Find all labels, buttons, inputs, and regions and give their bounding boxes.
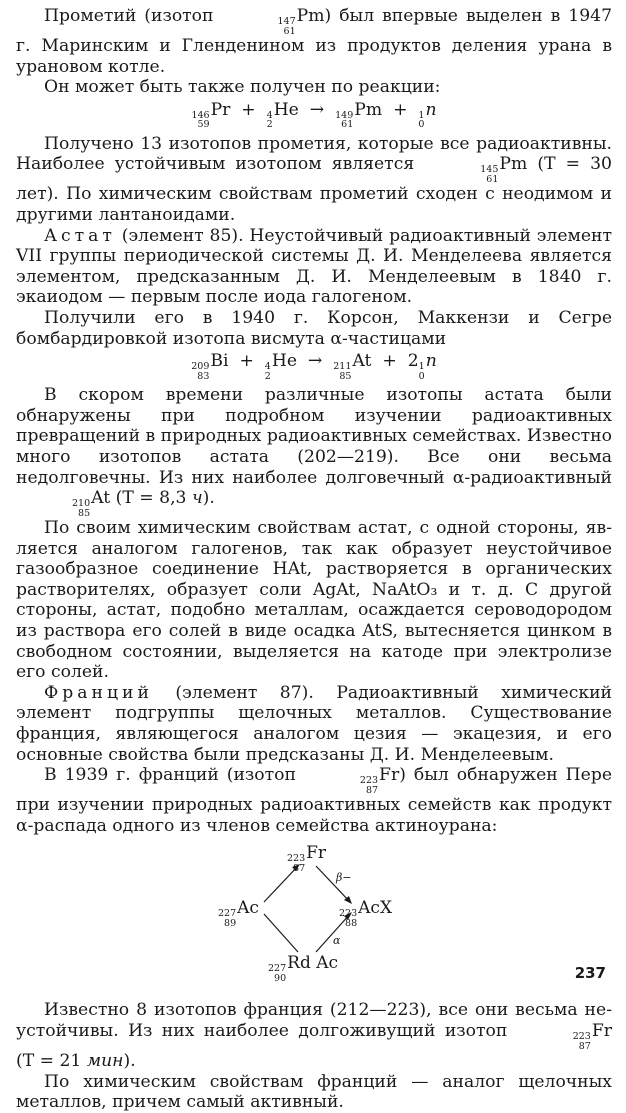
nuclide-fr223: 223 87 Fr [359,765,400,796]
paragraph-francium-properties: По химическим свойствам франций — аналог щелочных металлов, причем самый активный. [16,1071,612,1113]
decay-diagram [16,844,612,994]
paragraph-promethium-isotopes: Получено 13 изотопов прометия, которые все радиоактивны. Наиболее устойчивым изотопом является 145 61 Pm (T = 30 лет). По химическим свойствам прометий сходен с неодимом и другими лантаноидами. [16,133,612,225]
label-beta-decay: β− [336,871,352,885]
paragraph-reaction-intro: Он может быть также получен по реакции: [44,77,441,98]
page-body [16,6,612,1113]
nuclide-at210: 210 85 At [72,488,111,519]
nuclide-he4: 4 2 He [266,99,299,131]
node-acx223: 223 88 AcX [339,898,393,929]
nuclide-at211: 211 85 At [333,351,372,382]
nuclide-pm147: 147 61 Pm [277,6,325,37]
nuclide-neutron-b: 1 0 n [418,351,437,382]
nuclide-neutron: 1 0 n [418,99,437,131]
label-alpha-decay: α [333,934,341,948]
nuclide-he4-b: 4 2 He [264,351,297,382]
equation-promethium: 146 59 Pr + 4 2 He → 149 61 Pm + 1 0 n [191,99,437,131]
paragraph-astatine-properties: По своим химическим свойствам астат, с одной стороны, является аналогом галогенов, так как образует неустойчивое газообразное соединение HAt, растворяется в органических растворителях, образует соли AgAt, NaAtO₃ и т. д. С другой стороны, астат, подобно металлам, осаждается сероводородом из раствора его солей в виде осадка AtS, вытесняется цинком в свободном состоянии, выделяется на катоде при электролизе его солей. [16,518,612,683]
node-fr223: 223 87 Fr [287,843,327,874]
node-rdac227: 227 90 Rd Ac [268,953,339,984]
term-astatine: Астат [44,225,116,246]
equation-astatine: 209 83 Bi + 4 2 He → 211 85 At + 2 1 0 n [191,351,437,382]
arrow-ac-to-rdac [264,914,298,952]
nuclide-pr146: 146 59 Pr [191,99,231,131]
paragraph-francium-discovery: В 1939 г. франций (изотоп 223 87 Fr) был обнаружен Пере при изучении природных радиоактивных семейств как продукт α-распада одного из членов семейства актиноурана: [16,765,612,836]
paragraph-promethium-discovery: Прометий (изотоп 147 61 Pm) был впервые выделен в 1947 г. Маринским и Гленденином из продуктов деления урана в урановом котле. [16,6,613,77]
nuclide-pm145: 145 61 Pm [480,154,528,185]
paragraph-francium-isotopes: Известно 8 изотопов франция (212—223), все они весьма неустойчивы. Из них наиболее долгоживущий изотоп 223 87 Fr (T = 21 мин). [16,1000,612,1071]
nuclide-fr223-b: 223 87 Fr [572,1021,612,1052]
paragraph-francium: Франций (элемент 87). Радиоактивный химический элемент подгруппы щелочных металлов. Существование франция, являющегося аналогом цезия — экацезия, и его основные свойства были предсказаны Д. И. Менделеевым. [16,682,612,765]
nuclide-pm149: 149 61 Pm [335,99,383,131]
node-ac227: 227 89 Ac [218,898,259,929]
paragraph-astatine: Астат (элемент 85). Неустойчивый радиоактивный элемент VII группы периодической системы Д. И. Менделеева является элементом, предсказанным Д. И. Менделеевым в 1840 г. экаиодом — первым после иода галогеном. [16,225,612,308]
nuclide-bi209: 209 83 Bi [191,351,229,382]
paragraph-astatine-isotopes: В скором времени различные изотопы астата были обнаружены при подробном изучении радиоактивных превращений в природных радиоактивных семействах. Известно много изотопов астата (202—219). Все они весьма недолговечны. Из них наиболее долговечный α-радиоактивный 210 85 At (T = 8,3 ч). [16,385,612,519]
paragraph-astatine-discovery: Получили его в 1940 г. Корсон, Маккензи и Сегре бомбардировкой изотопа висмута α-частицами [16,307,612,349]
page-number: 237 [574,964,606,982]
term-francium: Франций [44,682,153,703]
